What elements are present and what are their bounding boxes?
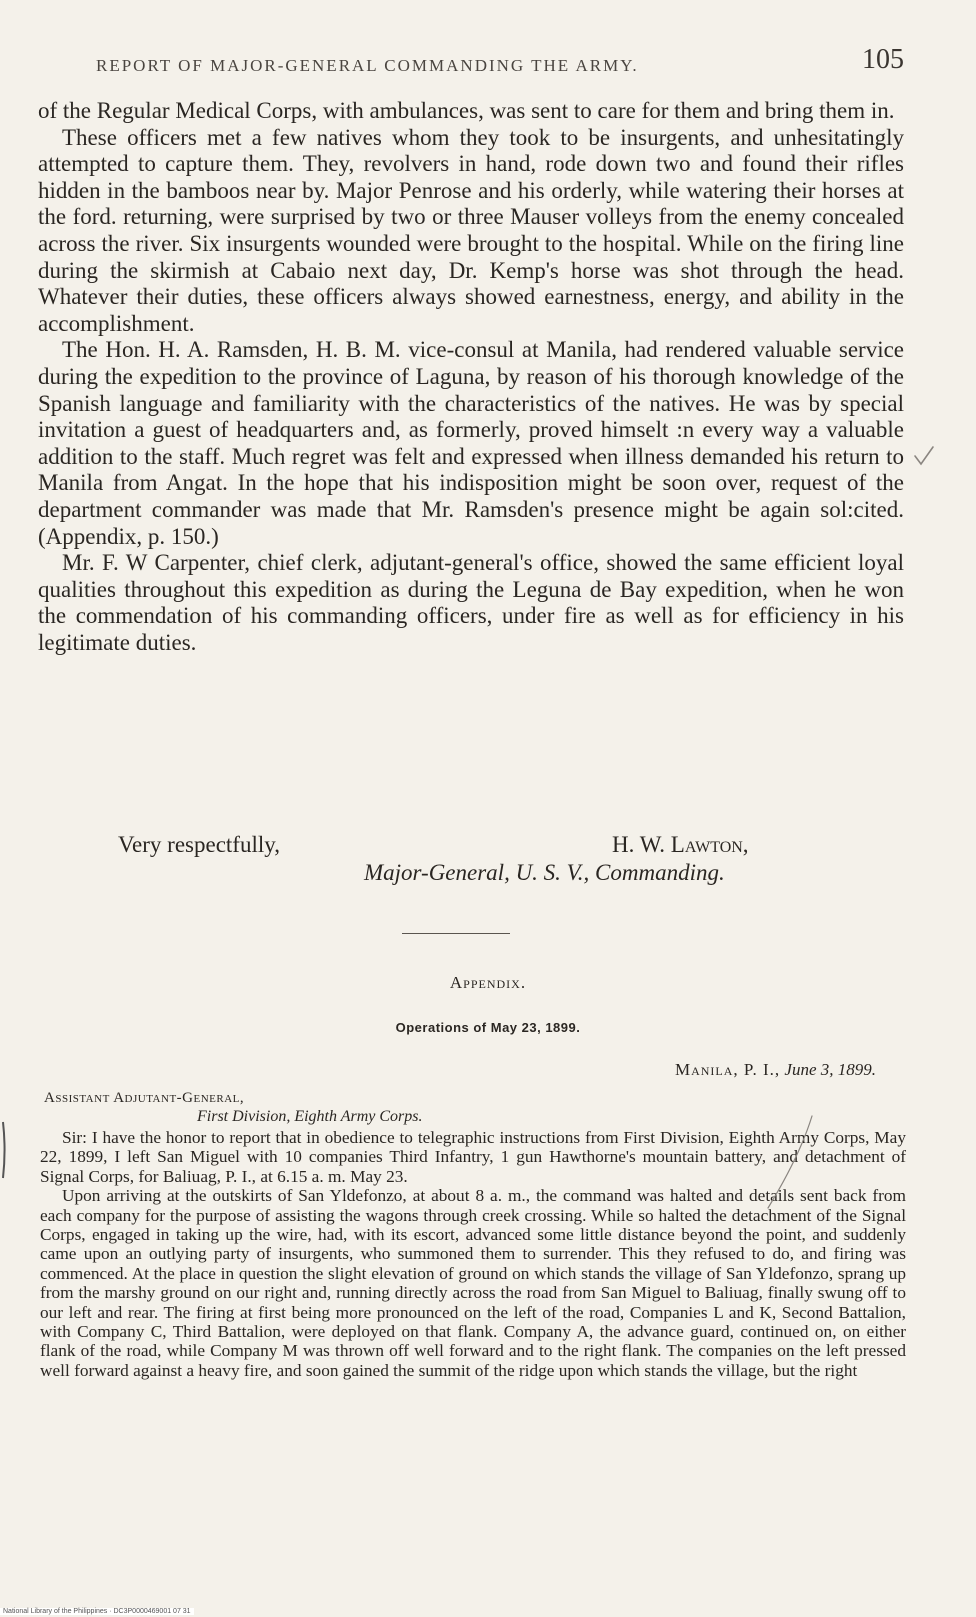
page-number: 105 [862,44,904,75]
appendix-paragraph-1: Sir: I have the honor to report that in obedience to telegraphic instructions from First Division, Eighth Army Corps, May 22, 1899, I left San Miguel with 10 companies Third Infantry, 1 gun Hawthorne's mountain battery, and detachment of Signal Corps, for Baliuag, P. I., at 6.15 a. m. May 23. [40,1128,906,1186]
running-head-title: REPORT OF MAJOR-GENERAL COMMANDING THE ARMY. [96,56,639,75]
dateline [675,1060,876,1080]
body-text [38,98,904,656]
signature-name: H. W. Lawton, [612,832,749,857]
operations-heading: Operations of May 23, 1899. [395,1020,581,1035]
body-paragraph-4: Mr. F. W Carpenter, chief clerk, adjutant-general's office, showed the same efficient loyal qualities throughout this expedition as during the Leguna de Bay expedition, when he won the commendation of his commanding officers, under fire as well as for efficiency in his legitimate duties. [38,550,904,655]
section-divider [402,933,510,934]
running-head [96,44,904,84]
scan-credit: National Library of the Philippines · DC3P0000469001 07 31 [0,1608,194,1615]
closing-block [38,832,904,896]
valediction: Very respectfully, [118,832,280,857]
pencil-annotation-line-icon [760,1112,820,1212]
signature-title: Major-General, U. S. V., Commanding. [364,860,725,885]
pencil-check-mark-icon [912,444,936,468]
body-paragraph-3: The Hon. H. A. Ramsden, H. B. M. vice-consul at Manila, had rendered valuable service during the expedition to the province of Laguna, by reason of his thorough knowledge of the Spanish language and familiarity with the characteristics of the natives. He was by special invitation a guest of headquarters and, as formerly, proved himselt :n every way a valuable addition to the staff. Much regret was felt and expressed when illness demanded his return to Manila from Angat. In the hope that his indisposition might be soon over, request of the department commander was made that Mr. Ramsden's presence might be again sol:cited. (Appendix, p. 150.) [38,337,904,549]
body-paragraph-1: of the Regular Medical Corps, with ambulances, was sent to care for them and bring them in. [38,98,895,123]
dateline-date: June 3, 1899. [784,1060,876,1079]
appendix-paragraph-2: Upon arriving at the outskirts of San Yldefonzo, at about 8 a. m., the command was halted and details sent back from each company for the purpose of assisting the wagons through creek crossing. While so halted the detachment of the Signal Corps, engaged in taking up the wire, had, with its escort, advanced some little distance beyond the point, and suddenly came upon an outlying party of insurgents, who summoned them to surrender. This they refused to do, and firing was commenced. At the place in question the slight elevation of ground on which stands the village of San Yldefonzo, sprang up from the marshy ground on our right and, running directly across the road from San Miguel to Baliuag, finally swung off to our left and rear. The firing at first being more pronounced on the left of the road, Companies L and K, Second Battalion, with Company C, Third Battalion, were deployed on that flank. Company A, the advance guard, continued on, on either flank of the road, while Company M was thrown off well forward and to the right flank. The companies on the left pressed well forward against a heavy fire, and soon gained the summit of the ridge upon which stands the village, but the right [40,1186,906,1380]
appendix-heading: Appendix. [449,973,527,992]
addressee-division: First Division, Eighth Army Corps. [197,1108,423,1125]
page-edge-mark-icon [0,1120,6,1180]
dateline-place: Manila, P. I., [674,1060,781,1079]
body-paragraph-2: These officers met a few natives whom they took to be insurgents, and unhesitatingly attempted to capture them. They, revolvers in hand, rode down two and found their rifles hidden in the bamboos near by. Major Penrose and his orderly, while watering their horses at the ford. returning, were surprised by two or three Mauser volleys from the enemy concealed across the river. Six insurgents wounded were brought to the hospital. While on the firing line during the skirmish at Cabaio next day, Dr. Kemp's horse was shot through the head. Whatever their duties, these officers always showed earnestness, energy, and ability in the accomplishment. [38,124,904,336]
addressee: Assistant Adjutant-General, [44,1090,245,1106]
